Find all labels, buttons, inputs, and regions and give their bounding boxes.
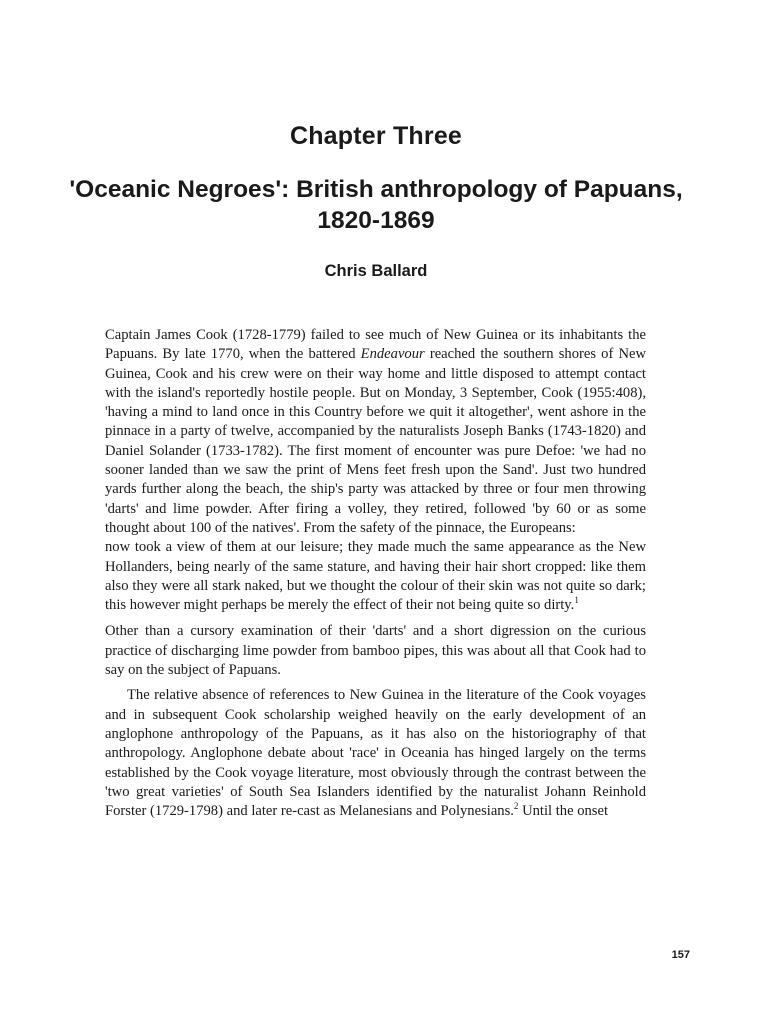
footnote-marker-2[interactable]: 2	[513, 801, 519, 812]
block-quote	[105, 538, 646, 615]
footnote-marker-1[interactable]: 1	[574, 595, 579, 606]
ship-name: Endeavour	[360, 346, 425, 363]
paragraph-1-text-end: reached the southern shores of New Guinea, Cook and his crew were on their way home and little disposed to attempt contact with the island's reportedly hostile people. But on Monday, 3 September, Cook (1955:408), 'having a mind to land once in this Country before we quit it altogether', went ashore in the pinnace in a party of twelve, accompanied by the naturalists Joseph Banks (1743-1820) and Daniel Solander (1733-1782). The first moment of encounter was pure Defoe: 'we had no sooner landed than we saw the print of Mens feet fresh upon the Sand'. Just two hundred yards further along the beach, the ship's party was attacked by three or four men throwing 'darts' and lime powder. After firing a volley, they retired, followed 'by 60 or as some thought about 100 of the natives'. From the safety of the pinnace, the Europeans:	[105, 346, 647, 536]
author-name: Chris Ballard	[324, 262, 428, 280]
chapter-label: Chapter Three	[289, 122, 463, 150]
paragraph-3-text-end: Until the onset	[518, 803, 609, 820]
paragraph-3-text-start: The relative absence of references to New Guinea in the literature of the Cook voyages and in subsequent Cook scholarship weighed heavily on the early development of an anglophone anthropology of the Papuans, as it has also on the historiography of that anthropology. Anglophone debate about 'race' in Oceania has hinged largely on the terms established by the Cook voyage literature, most obviously through the contrast between the 'two great varieties' of South Sea Islanders identified by the naturalist Johann Reinhold Forster (1729-1798) and later re-cast as Melanesians and Polynesians.	[105, 687, 646, 820]
block-quote-text: now took a view of them at our leisure; they made much the same appearance as the New Hollanders, being nearly of the same stature, and having their hair short cropped: like them also they were all stark naked, but we thought the colour of their skin was not quite so dark; this however might perhaps be merely the effect of their not being quite so dirty.	[105, 539, 646, 614]
paragraph-1	[105, 326, 646, 538]
chapter-title: 'Oceanic Negroes': British anthropology of Papuans, 1820-1869	[69, 176, 683, 234]
page-number: 157	[671, 949, 690, 961]
chapter-body	[105, 326, 646, 821]
paragraph-3	[105, 686, 646, 821]
paragraph-2: Other than a cursory examination of their 'darts' and a short digression on the curious practice of discharging lime powder from bamboo pipes, this was about all that Cook had to say on the subject of Papuans.	[105, 623, 646, 679]
paragraph-1-text-start: Captain James Cook (1728-1779) failed to see much of New Guinea or its inhabitants the Papuans. By late 1770, when the battered	[105, 327, 646, 363]
